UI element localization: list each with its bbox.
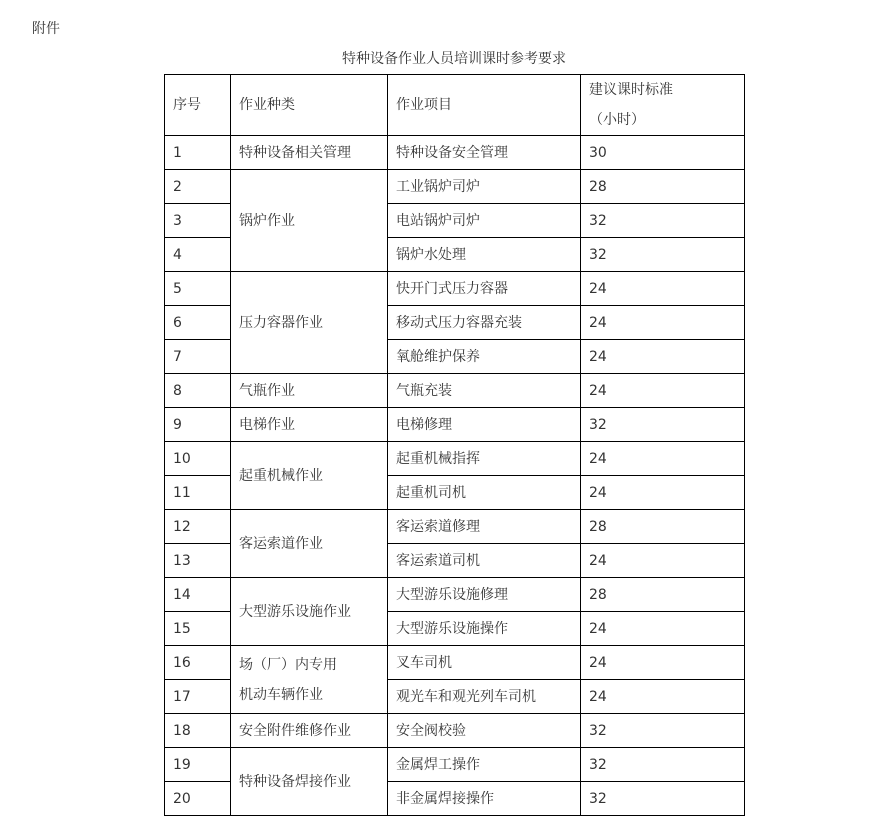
row-hours: 32: [581, 408, 745, 442]
row-item: 叉车司机: [388, 646, 581, 680]
row-category: 气瓶作业: [231, 374, 388, 408]
header-category: 作业种类: [231, 75, 388, 136]
row-hours: 24: [581, 612, 745, 646]
header-index: 序号: [165, 75, 231, 136]
row-hours: 30: [581, 136, 745, 170]
header-hours-line2: （小时）: [589, 112, 645, 128]
row-hours: 32: [581, 748, 745, 782]
row-hours: 24: [581, 476, 745, 510]
row-index: 8: [165, 374, 231, 408]
row-index: 11: [165, 476, 231, 510]
row-item: 起重机司机: [388, 476, 581, 510]
row-hours: 32: [581, 782, 745, 816]
row-category: 特种设备焊接作业: [231, 748, 388, 816]
row-hours: 24: [581, 306, 745, 340]
header-hours-line1: 建议课时标准: [589, 82, 673, 98]
row-index: 16: [165, 646, 231, 680]
table-row: [165, 510, 745, 544]
row-item: 观光车和观光列车司机: [388, 680, 581, 714]
table-row: [165, 714, 745, 748]
training-hours-table: [164, 74, 745, 816]
table-row: [165, 578, 745, 612]
document-title: 特种设备作业人员培训课时参考要求: [342, 51, 566, 67]
row-category: 客运索道作业: [231, 510, 388, 578]
row-index: 7: [165, 340, 231, 374]
row-item: 客运索道修理: [388, 510, 581, 544]
row-item: 大型游乐设施修理: [388, 578, 581, 612]
row-item: 氧舱维护保养: [388, 340, 581, 374]
header-hours: [581, 75, 745, 136]
row-item: 特种设备安全管理: [388, 136, 581, 170]
row-item: 金属焊工操作: [388, 748, 581, 782]
row-hours: 28: [581, 170, 745, 204]
row-index: 9: [165, 408, 231, 442]
row-index: 15: [165, 612, 231, 646]
row-item: 快开门式压力容器: [388, 272, 581, 306]
table-row: [165, 442, 745, 476]
row-hours: 28: [581, 510, 745, 544]
row-item: 客运索道司机: [388, 544, 581, 578]
row-hours: 28: [581, 578, 745, 612]
row-item: 锅炉水处理: [388, 238, 581, 272]
row-index: 14: [165, 578, 231, 612]
row-item: 电站锅炉司炉: [388, 204, 581, 238]
row-index: 3: [165, 204, 231, 238]
table-row: [165, 646, 745, 680]
row-index: 18: [165, 714, 231, 748]
table-row: [165, 748, 745, 782]
row-category: 锅炉作业: [231, 170, 388, 272]
row-item: 起重机械指挥: [388, 442, 581, 476]
row-hours: 24: [581, 442, 745, 476]
table-row: [165, 408, 745, 442]
table-row: [165, 136, 745, 170]
attachment-label: 附件: [32, 21, 60, 37]
row-index: 10: [165, 442, 231, 476]
row-hours: 24: [581, 374, 745, 408]
row-hours: 24: [581, 272, 745, 306]
row-index: 1: [165, 136, 231, 170]
row-index: 20: [165, 782, 231, 816]
row-item: 安全阀校验: [388, 714, 581, 748]
row-category: 安全附件维修作业: [231, 714, 388, 748]
row-index: 19: [165, 748, 231, 782]
table-row: [165, 374, 745, 408]
row-item: 非金属焊接操作: [388, 782, 581, 816]
row-hours: 24: [581, 680, 745, 714]
row-category: 电梯作业: [231, 408, 388, 442]
row-index: 12: [165, 510, 231, 544]
row-hours: 24: [581, 646, 745, 680]
row-index: 13: [165, 544, 231, 578]
table-header-row: [165, 75, 745, 136]
row-category: 起重机械作业: [231, 442, 388, 510]
table-body: [165, 75, 745, 816]
row-category-line1: 场（厂）内专用: [239, 656, 337, 673]
row-item: 大型游乐设施操作: [388, 612, 581, 646]
row-hours: 24: [581, 340, 745, 374]
row-index: 6: [165, 306, 231, 340]
row-item: 工业锅炉司炉: [388, 170, 581, 204]
row-index: 5: [165, 272, 231, 306]
row-index: 2: [165, 170, 231, 204]
row-category-line2: 机动车辆作业: [239, 686, 323, 703]
row-item: 气瓶充装: [388, 374, 581, 408]
table-row: [165, 272, 745, 306]
row-category: 特种设备相关管理: [231, 136, 388, 170]
row-index: 4: [165, 238, 231, 272]
row-hours: 32: [581, 204, 745, 238]
row-hours: 24: [581, 544, 745, 578]
row-hours: 32: [581, 238, 745, 272]
table-row: [165, 170, 745, 204]
row-index: 17: [165, 680, 231, 714]
header-item: 作业项目: [388, 75, 581, 136]
row-hours: 32: [581, 714, 745, 748]
row-item: 电梯修理: [388, 408, 581, 442]
row-item: 移动式压力容器充装: [388, 306, 581, 340]
row-category: 压力容器作业: [231, 272, 388, 374]
row-category: [231, 646, 388, 714]
row-category: 大型游乐设施作业: [231, 578, 388, 646]
